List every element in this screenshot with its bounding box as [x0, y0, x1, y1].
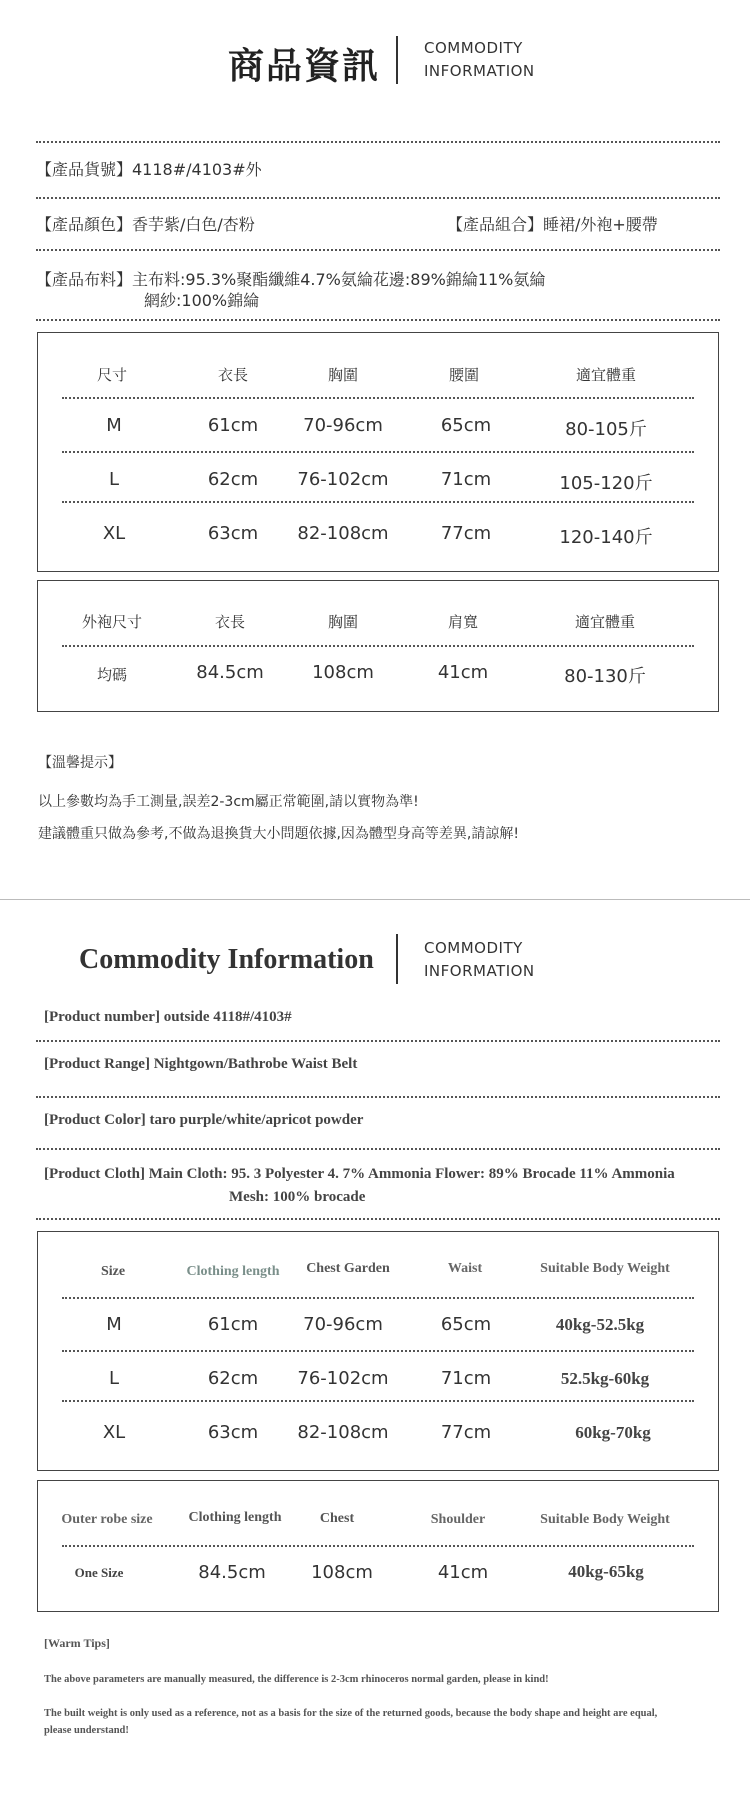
table-cell: One Size — [74, 1565, 124, 1580]
en-title: Commodity Information — [79, 944, 374, 975]
cn-product-color: 【產品顏色】香芋紫/白色/杏粉 — [36, 215, 255, 234]
table-cell: 84.5cm — [198, 1562, 266, 1583]
cn-robe-table — [37, 580, 719, 712]
table-cell: 63cm — [207, 1422, 259, 1443]
table-cell: XL — [102, 1422, 126, 1443]
table-cell: 76-102cm — [297, 469, 389, 490]
title-divider — [396, 36, 398, 84]
table-cell: 均碼 — [96, 666, 128, 684]
table-header: 腰圍 — [448, 366, 480, 384]
table-cell: 61cm — [207, 415, 259, 436]
divider — [62, 1350, 694, 1352]
table-cell: 80-130斤 — [564, 666, 646, 687]
cn-tip2: 建議體重只做為參考,不做為退換貨大小問題依據,因為體型身高等差異,請諒解! — [38, 826, 519, 842]
divider — [62, 1297, 694, 1299]
table-cell: M — [106, 415, 122, 436]
cn-side-line2: INFORMATION — [424, 62, 535, 80]
table-cell: 105-120斤 — [559, 473, 653, 494]
table-cell: 70-96cm — [303, 1314, 383, 1335]
table-header: 胸圍 — [327, 366, 359, 384]
en-robe-table — [37, 1480, 719, 1612]
table-cell: 40kg-65kg — [568, 1562, 644, 1581]
divider — [62, 1545, 694, 1547]
cn-title: 商品資訊 — [228, 46, 381, 87]
divider — [62, 645, 694, 647]
table-cell: 41cm — [437, 662, 489, 683]
table-header: 衣長 — [214, 613, 246, 631]
table-header: Waist — [447, 1261, 483, 1276]
table-cell: L — [108, 1368, 120, 1389]
cn-tip1: 以上參數均為手工測量,誤差2-3cm屬正常範圍,請以實物為準! — [38, 794, 419, 810]
table-cell: 80-105斤 — [565, 419, 647, 440]
en-tip1: The above parameters are manually measured, the difference is 2-3cm rhinoceros normal garden, please in kind! — [44, 1674, 549, 1685]
table-header: Suitable Body Weight — [540, 1261, 670, 1276]
section-separator — [0, 899, 750, 900]
table-cell: 108cm — [311, 1562, 373, 1583]
divider — [62, 397, 694, 399]
table-header: Chest Garden — [306, 1261, 390, 1276]
divider — [62, 451, 694, 453]
table-header: 外袍尺寸 — [81, 613, 143, 631]
table-cell: 77cm — [440, 1422, 492, 1443]
divider — [36, 1148, 720, 1150]
table-cell: 65cm — [440, 1314, 492, 1335]
table-cell: 61cm — [207, 1314, 259, 1335]
table-cell: 71cm — [440, 1368, 492, 1389]
cn-fabric-line1: 【產品布料】主布料:95.3%聚酯纖維4.7%氨綸花邊:89%錦綸11%氨綸 — [36, 270, 546, 289]
table-cell: 82-108cm — [297, 1422, 389, 1443]
table-cell: 60kg-70kg — [575, 1423, 651, 1442]
en-side-line2: INFORMATION — [424, 962, 535, 980]
table-header: Suitable Body Weight — [540, 1512, 670, 1527]
table-header: Chest — [319, 1511, 355, 1526]
table-cell: L — [108, 469, 120, 490]
en-product-range: [Product Range] Nightgown/Bathrobe Waist Belt — [44, 1056, 358, 1072]
table-cell: 62cm — [207, 469, 259, 490]
table-header: 適宜體重 — [574, 613, 636, 631]
en-fabric-line2: Mesh: 100% brocade — [229, 1189, 366, 1205]
divider — [36, 319, 720, 321]
table-header: 肩寬 — [447, 613, 479, 631]
table-header: 胸圍 — [327, 613, 359, 631]
cn-fabric-line2: 網紗:100%錦綸 — [144, 291, 260, 310]
en-tips-title: [Warm Tips] — [44, 1636, 110, 1650]
table-header: 適宜體重 — [575, 366, 637, 384]
table-cell: M — [106, 1314, 122, 1335]
table-cell: 70-96cm — [303, 415, 383, 436]
divider — [36, 141, 720, 143]
cn-side-label — [424, 37, 535, 83]
divider — [36, 1218, 720, 1220]
table-cell: 71cm — [440, 469, 492, 490]
table-cell: 77cm — [440, 523, 492, 544]
cn-size-table — [37, 332, 719, 572]
table-header: Clothing length — [188, 1510, 282, 1525]
en-side-label — [424, 937, 535, 983]
table-cell: 62cm — [207, 1368, 259, 1389]
title-divider — [396, 934, 398, 984]
table-cell: 41cm — [437, 1562, 489, 1583]
table-cell: 120-140斤 — [559, 527, 653, 548]
table-cell: 52.5kg-60kg — [560, 1369, 650, 1388]
cn-side-line1: COMMODITY — [424, 39, 523, 57]
cn-tips-title: 【溫馨提示】 — [38, 755, 122, 771]
divider — [36, 1096, 720, 1098]
cn-product-number: 【產品貨號】4118#/4103#外 — [36, 160, 262, 179]
table-cell: 65cm — [440, 415, 492, 436]
en-size-table — [37, 1231, 719, 1471]
en-product-number: [Product number] outside 4118#/4103# — [44, 1009, 292, 1025]
table-header: Shoulder — [430, 1512, 486, 1527]
table-cell: 84.5cm — [196, 662, 264, 683]
table-header: 尺寸 — [96, 366, 128, 384]
en-fabric-line1: [Product Cloth] Main Cloth: 95. 3 Polyester 4. 7% Ammonia Flower: 89% Brocade 11% Ammonia — [44, 1166, 675, 1182]
table-cell: XL — [102, 523, 126, 544]
table-cell: 40kg-52.5kg — [555, 1315, 645, 1334]
divider — [36, 249, 720, 251]
table-header: Outer robe size — [61, 1512, 153, 1527]
table-cell: 76-102cm — [297, 1368, 389, 1389]
table-header: Size — [100, 1264, 126, 1279]
divider — [36, 1040, 720, 1042]
divider — [62, 501, 694, 503]
divider — [36, 197, 720, 199]
table-cell: 108cm — [312, 662, 374, 683]
table-header: 衣長 — [217, 366, 249, 384]
en-side-line1: COMMODITY — [424, 939, 523, 957]
en-product-color: [Product Color] taro purple/white/apricot powder — [44, 1112, 364, 1128]
divider — [62, 1400, 694, 1402]
cn-product-combo: 【產品組合】睡裙/外袍+腰帶 — [447, 215, 658, 234]
en-tip2: The built weight is only used as a reference, not as a basis for the size of the returned goods, because the body shape and height are equal, please understand! — [44, 1708, 658, 1736]
table-header: Clothing length — [186, 1264, 280, 1279]
table-cell: 63cm — [207, 523, 259, 544]
table-cell: 82-108cm — [297, 523, 389, 544]
